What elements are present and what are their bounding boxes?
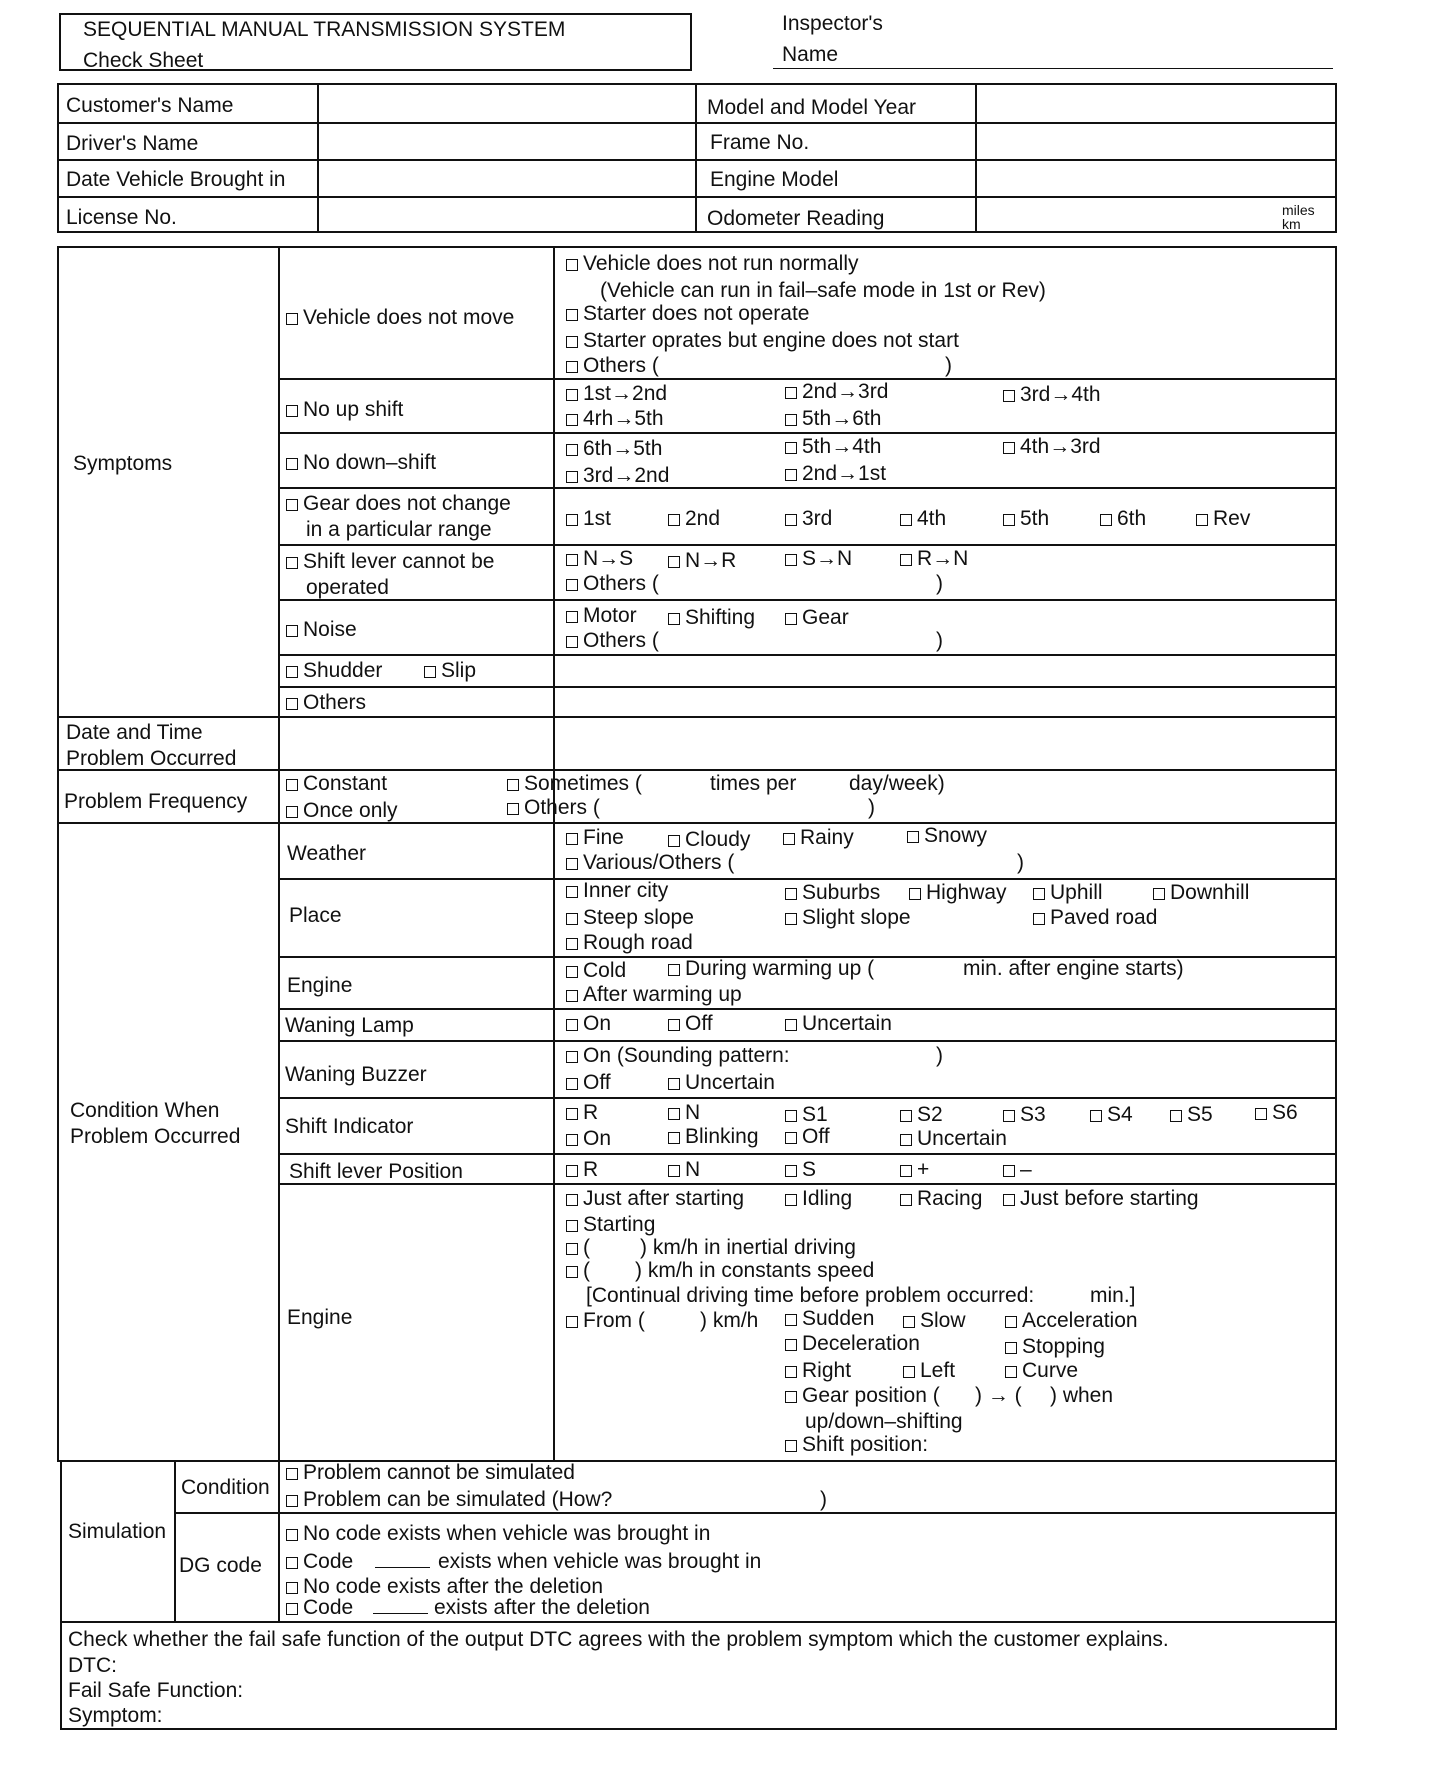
sudden-option[interactable]: Sudden	[785, 1308, 874, 1329]
gear-5th-option[interactable]: 5th	[1003, 508, 1049, 529]
warning-lamp-label: Waning Lamp	[285, 1014, 414, 1037]
once-only-option[interactable]: Once only	[286, 800, 398, 821]
down-4-3-option[interactable]: 4th→3rd	[1003, 436, 1101, 457]
indicator-s6-option[interactable]: S6	[1255, 1102, 1298, 1123]
indicator-s3-option[interactable]: S3	[1003, 1104, 1046, 1125]
constant-speed-option[interactable]: (	[566, 1260, 590, 1281]
continual-min-text: min.]	[1090, 1284, 1136, 1307]
gear-1st-option[interactable]: 1st	[566, 508, 611, 529]
indicator-blinking-option[interactable]: Blinking	[668, 1126, 759, 1147]
no-up-shift-option[interactable]: No up shift	[286, 399, 403, 420]
times-per-text: times per	[710, 772, 797, 795]
driver-name-label: Driver's Name	[66, 132, 199, 155]
condition-label: Condition When	[70, 1099, 220, 1122]
no-code-brought-option[interactable]: No code exists when vehicle was brought in	[286, 1523, 710, 1544]
engine-warming-option[interactable]: During warming up (	[668, 958, 874, 979]
rough-road-option[interactable]: Rough road	[566, 932, 693, 953]
noise-shifting-option[interactable]: Shifting	[668, 607, 755, 628]
frequency-others-close: )	[868, 796, 875, 819]
indicator-on-option[interactable]: On	[566, 1128, 611, 1149]
down-3-2-option[interactable]: 3rd→2nd	[566, 465, 669, 486]
simulation-label: Simulation	[68, 1520, 167, 1543]
down-5-4-option[interactable]: 5th→4th	[785, 436, 881, 457]
indicator-off-option[interactable]: Off	[785, 1126, 830, 1147]
just-after-starting-option[interactable]: Just after starting	[566, 1188, 744, 1209]
right-option[interactable]: Right	[785, 1360, 851, 1381]
engine-cold-option[interactable]: Cold	[566, 960, 626, 981]
racing-option[interactable]: Racing	[900, 1188, 982, 1209]
gear-rev-option[interactable]: Rev	[1196, 508, 1250, 529]
form-subtitle: Check Sheet	[83, 49, 204, 72]
noise-others-close: )	[936, 629, 943, 652]
inspector-label: Inspector's	[782, 12, 883, 35]
frame-label: Frame No.	[710, 131, 810, 154]
lamp-on-option[interactable]: On	[566, 1013, 611, 1034]
up-3-4-option[interactable]: 3rd→4th	[1003, 384, 1101, 405]
symptoms-others-option[interactable]: Others	[286, 692, 366, 713]
gear-4th-option[interactable]: 4th	[900, 508, 946, 529]
inertial-text: ) km/h in inertial driving	[640, 1236, 856, 1259]
stopping-option[interactable]: Stopping	[1005, 1336, 1105, 1357]
weather-cloudy-option[interactable]: Cloudy	[668, 829, 750, 850]
constant-option[interactable]: Constant	[286, 773, 387, 794]
license-label: License No.	[66, 206, 177, 229]
weather-label: Weather	[287, 842, 366, 865]
lever-s-n-option[interactable]: S→N	[785, 548, 852, 569]
indicator-r-option[interactable]: R	[566, 1102, 598, 1123]
date-time-label: Date and Time	[66, 721, 203, 744]
noise-others-option[interactable]: Others (	[566, 630, 659, 651]
up-1-2-option[interactable]: 1st→2nd	[566, 383, 667, 404]
fail-safe-note: (Vehicle can run in fail–safe mode in 1st or Rev)	[600, 279, 1046, 302]
up-2-3-option[interactable]: 2nd→3rd	[785, 381, 888, 402]
shudder-option[interactable]: Shudder	[286, 660, 382, 681]
down-2-1-option[interactable]: 2nd→1st	[785, 463, 886, 484]
day-week-text: day/week)	[849, 772, 945, 795]
lever-pos-plus-option[interactable]: +	[900, 1159, 929, 1180]
sometimes-option[interactable]: Sometimes (	[507, 773, 642, 794]
buzzer-off-option[interactable]: Off	[566, 1072, 611, 1093]
customer-name-field[interactable]	[320, 85, 692, 120]
lever-pos-n-option[interactable]: N	[668, 1159, 700, 1180]
vehicle-not-move-option[interactable]: Vehicle does not move	[286, 307, 514, 328]
model-year-field[interactable]	[978, 85, 1334, 120]
fail-safe-function-label: Fail Safe Function:	[68, 1679, 244, 1702]
miles-unit: miles	[1282, 202, 1315, 218]
km-unit: km	[1282, 216, 1301, 232]
shift-position-option[interactable]: Shift position:	[785, 1434, 928, 1455]
engine-condition-label: Engine	[287, 1306, 353, 1329]
can-simulate-close: )	[820, 1488, 827, 1511]
lever-pos-minus-option[interactable]: –	[1003, 1159, 1032, 1180]
form-title: SEQUENTIAL MANUAL TRANSMISSION SYSTEM	[83, 18, 566, 41]
inner-city-option[interactable]: Inner city	[566, 880, 668, 901]
uphill-option[interactable]: Uphill	[1033, 882, 1103, 903]
code-brought-text: exists when vehicle was brought in	[438, 1550, 762, 1573]
starter-not-operate-option[interactable]: Starter does not operate	[566, 303, 809, 324]
lamp-off-option[interactable]: Off	[668, 1013, 713, 1034]
lever-pos-s-option[interactable]: S	[785, 1159, 816, 1180]
no-down-shift-option[interactable]: No down–shift	[286, 452, 436, 473]
shift-lever-position-label: Shift lever Position	[289, 1160, 463, 1183]
updown-shifting-text: up/down–shifting	[805, 1410, 963, 1433]
min-after-text: min. after engine starts)	[963, 957, 1184, 980]
weather-various-close: )	[1017, 851, 1024, 874]
idling-option[interactable]: Idling	[785, 1188, 852, 1209]
just-before-starting-option[interactable]: Just before starting	[1003, 1188, 1199, 1209]
indicator-s2-option[interactable]: S2	[900, 1104, 943, 1125]
downhill-option[interactable]: Downhill	[1153, 882, 1249, 903]
lever-n-s-option[interactable]: N→S	[566, 548, 633, 569]
condition-label-2: Problem Occurred	[70, 1125, 241, 1148]
inertial-option[interactable]: (	[566, 1237, 590, 1258]
weather-various-option[interactable]: Various/Others (	[566, 852, 734, 873]
customer-name-label: Customer's Name	[66, 94, 234, 117]
constant-speed-text: ) km/h in constants speed	[635, 1259, 875, 1282]
after-warming-option[interactable]: After warming up	[566, 984, 742, 1005]
can-simulate-option[interactable]: Problem can be simulated (How?	[286, 1489, 612, 1510]
indicator-n-option[interactable]: N	[668, 1102, 700, 1123]
date-time-field[interactable]	[281, 718, 1335, 767]
symptom-label: Symptom:	[68, 1704, 163, 1727]
frequency-label: Problem Frequency	[64, 790, 248, 813]
indicator-uncertain-option[interactable]: Uncertain	[900, 1128, 1007, 1149]
gear-position-when: ) when	[1050, 1384, 1114, 1407]
buzzer-on-option[interactable]: On (Sounding pattern:	[566, 1045, 790, 1066]
left-option[interactable]: Left	[903, 1360, 955, 1381]
suburbs-option[interactable]: Suburbs	[785, 882, 880, 903]
down-6-5-option[interactable]: 6th→5th	[566, 438, 662, 459]
up-5-6-option[interactable]: 5th→6th	[785, 408, 881, 429]
acceleration-option[interactable]: Acceleration	[1005, 1310, 1138, 1331]
lever-r-n-option[interactable]: R→N	[900, 548, 968, 569]
not-move-others-option[interactable]: Others (	[566, 355, 659, 376]
buzzer-on-close: )	[936, 1044, 943, 1067]
not-run-normally-option[interactable]: Vehicle does not run normally	[566, 253, 859, 274]
engine-model-label: Engine Model	[710, 168, 839, 191]
gear-position-arrow: ) → (	[975, 1384, 1022, 1407]
lamp-uncertain-option[interactable]: Uncertain	[785, 1013, 892, 1034]
lever-cannot-operate-option[interactable]: Shift lever cannot be	[286, 551, 494, 572]
date-brought-label: Date Vehicle Brought in	[66, 168, 286, 191]
engine-label: Engine	[287, 974, 353, 997]
slip-option[interactable]: Slip	[424, 660, 476, 681]
shift-indicator-label: Shift Indicator	[285, 1115, 414, 1138]
cannot-simulate-option[interactable]: Problem cannot be simulated	[286, 1462, 575, 1483]
dtc-label: DTC:	[68, 1654, 117, 1677]
indicator-s4-option[interactable]: S4	[1090, 1104, 1133, 1125]
buzzer-uncertain-option[interactable]: Uncertain	[668, 1072, 775, 1093]
date-time-label-2: Problem Occurred	[66, 747, 237, 770]
lever-cannot-operate-line2: operated	[306, 576, 389, 599]
starter-operates-option[interactable]: Starter oprates but engine does not start	[566, 330, 959, 351]
gear-6th-option[interactable]: 6th	[1100, 508, 1146, 529]
code-deletion-blank[interactable]	[373, 1613, 428, 1614]
sim-condition-label: Condition	[181, 1476, 270, 1499]
fail-safe-check-text: Check whether the fail safe function of the output DTC agrees with the problem symptom which the customer explains.	[68, 1628, 1169, 1651]
weather-fine-option[interactable]: Fine	[566, 827, 624, 848]
gear-not-change-line2: in a particular range	[306, 518, 492, 541]
indicator-s1-option[interactable]: S1	[785, 1104, 828, 1125]
inspector-name-label: Name	[782, 43, 839, 66]
code-brought-option[interactable]: Code	[286, 1551, 353, 1572]
model-year-label: Model and Model Year	[707, 96, 916, 119]
inspector-name-line[interactable]	[773, 68, 1333, 69]
code-deletion-text: exists after the deletion	[434, 1596, 650, 1619]
gear-not-change-option[interactable]: Gear does not change	[286, 493, 511, 514]
starting-option[interactable]: Starting	[566, 1214, 655, 1235]
symptoms-label: Symptoms	[73, 452, 173, 475]
lever-others-close: )	[936, 572, 943, 595]
weather-rainy-option[interactable]: Rainy	[783, 827, 854, 848]
indicator-s5-option[interactable]: S5	[1170, 1104, 1213, 1125]
curve-option[interactable]: Curve	[1005, 1360, 1078, 1381]
lever-n-r-option[interactable]: N→R	[668, 550, 736, 571]
lever-pos-r-option[interactable]: R	[566, 1159, 598, 1180]
code-brought-blank[interactable]	[375, 1567, 430, 1568]
deceleration-option[interactable]: Deceleration	[785, 1333, 920, 1354]
code-deletion-option[interactable]: Code	[286, 1597, 353, 1618]
warning-buzzer-label: Waning Buzzer	[285, 1063, 427, 1086]
gear-2nd-option[interactable]: 2nd	[668, 508, 720, 529]
noise-motor-option[interactable]: Motor	[566, 605, 637, 626]
lever-others-option[interactable]: Others (	[566, 573, 659, 594]
up-4-5-option[interactable]: 4rh→5th	[566, 408, 664, 429]
paved-road-option[interactable]: Paved road	[1033, 907, 1157, 928]
not-move-others-close: )	[945, 354, 952, 377]
noise-gear-option[interactable]: Gear	[785, 607, 849, 628]
place-label: Place	[289, 904, 342, 927]
frequency-others-option[interactable]: Others (	[507, 797, 600, 818]
dg-code-label: DG code	[179, 1554, 262, 1577]
slow-option[interactable]: Slow	[903, 1310, 966, 1331]
odometer-label: Odometer Reading	[707, 207, 885, 230]
steep-slope-option[interactable]: Steep slope	[566, 907, 694, 928]
noise-option[interactable]: Noise	[286, 619, 357, 640]
continual-driving-text: [Continual driving time before problem occurred:	[586, 1284, 1035, 1307]
from-speed-option[interactable]: From (	[566, 1310, 645, 1331]
weather-snowy-option[interactable]: Snowy	[907, 825, 987, 846]
slight-slope-option[interactable]: Slight slope	[785, 907, 911, 928]
from-kmh-text: ) km/h	[700, 1309, 759, 1332]
gear-position-option[interactable]: Gear position (	[785, 1385, 940, 1406]
highway-option[interactable]: Highway	[909, 882, 1007, 903]
gear-3rd-option[interactable]: 3rd	[785, 508, 832, 529]
no-code-deletion-option[interactable]: No code exists after the deletion	[286, 1576, 603, 1597]
